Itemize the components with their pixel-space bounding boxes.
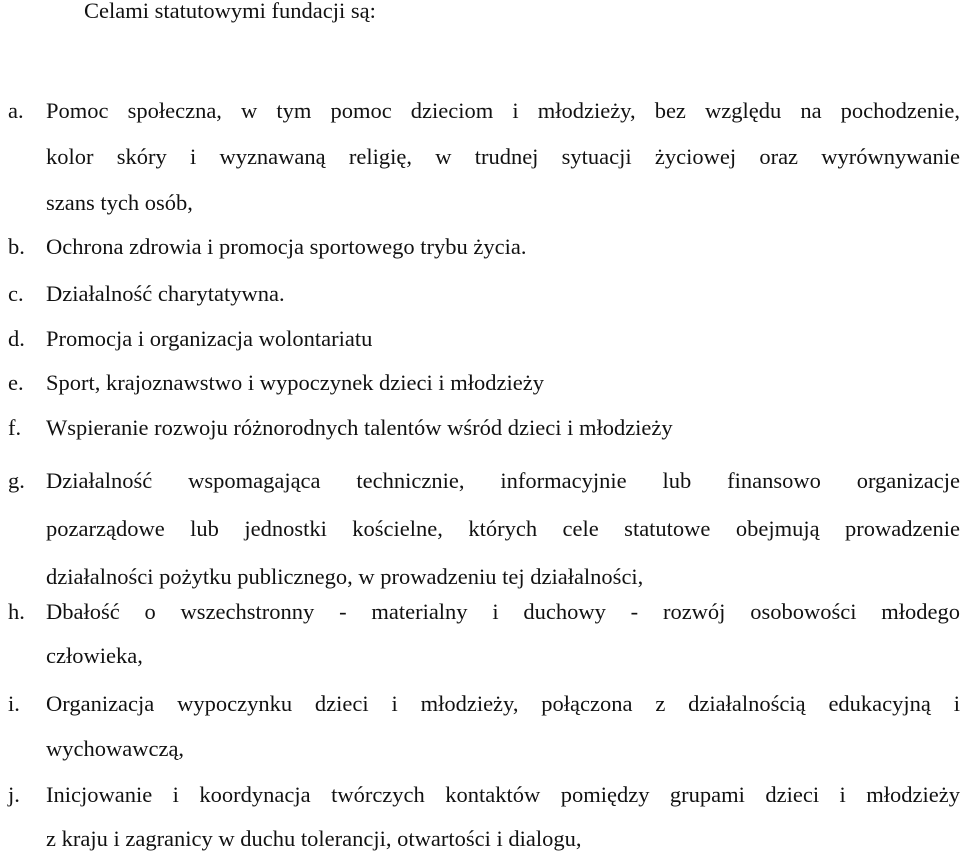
list-item-text	[46, 681, 960, 771]
list-marker: j.	[8, 782, 20, 807]
text-line: działalności pożytku publicznego, w prowadzeniu tej działalności,	[46, 564, 644, 589]
text-line: Inicjowanie i koordynacja twórczych kontaktów pomiędzy grupami dzieci i młodzieży	[46, 782, 960, 807]
list-item-text	[46, 88, 960, 226]
text-line: Ochrona zdrowia i promocja sportowego trybu życia.	[46, 234, 527, 259]
text-line: Działalność charytatywna.	[46, 281, 285, 306]
text-line: człowieka,	[46, 643, 143, 668]
list-item-text	[46, 319, 372, 359]
list-marker: e.	[8, 370, 24, 395]
list-item-text	[46, 773, 960, 861]
list-marker: b.	[8, 234, 25, 259]
list-item-text	[46, 408, 673, 448]
text-line: wychowawczą,	[46, 736, 185, 761]
text-line: pozarządowe lub jednostki kościelne, których cele statutowe obejmują prowadzenie	[46, 516, 960, 541]
list-marker: g.	[8, 468, 25, 493]
list-item-text	[46, 457, 960, 601]
text-line: Pomoc społeczna, w tym pomoc dzieciom i młodzieży, bez względu na pochodzenie,	[46, 98, 960, 123]
text-line: Promocja i organizacja wolontariatu	[46, 326, 373, 351]
list-item-text	[46, 227, 526, 267]
text-line: Sport, krajoznawstwo i wypoczynek dzieci i młodzieży	[46, 370, 544, 395]
list-marker: f.	[8, 415, 22, 440]
text-line: z kraju i zagranicy w duchu tolerancji, otwartości i dialogu,	[46, 826, 582, 851]
list-marker: h.	[8, 599, 25, 624]
text-line: Organizacja wypoczynku dzieci i młodzieży, połączona z działalnością edukacyjną i	[46, 691, 960, 716]
text-line: Dbałość o wszechstronny - materialny i duchowy - rozwój osobowości młodego	[46, 599, 960, 624]
list-item-text	[46, 274, 285, 314]
list-item-text	[46, 363, 544, 403]
text-line: szans tych osób,	[46, 190, 193, 215]
text-line: kolor skóry i wyznawaną religię, w trudnej sytuacji życiowej oraz wyrównywanie	[46, 144, 960, 169]
list-marker: a.	[8, 98, 24, 123]
intro-heading: Celami statutowymi fundacji są:	[84, 0, 376, 23]
list-item-text	[46, 590, 960, 678]
list-marker: c.	[8, 281, 24, 306]
list-marker: d.	[8, 326, 25, 351]
text-line: Działalność wspomagająca technicznie, informacyjnie lub finansowo organizacje	[46, 468, 960, 493]
list-marker: i.	[8, 691, 20, 716]
text-line: Wspieranie rozwoju różnorodnych talentów wśród dzieci i młodzieży	[46, 415, 673, 440]
